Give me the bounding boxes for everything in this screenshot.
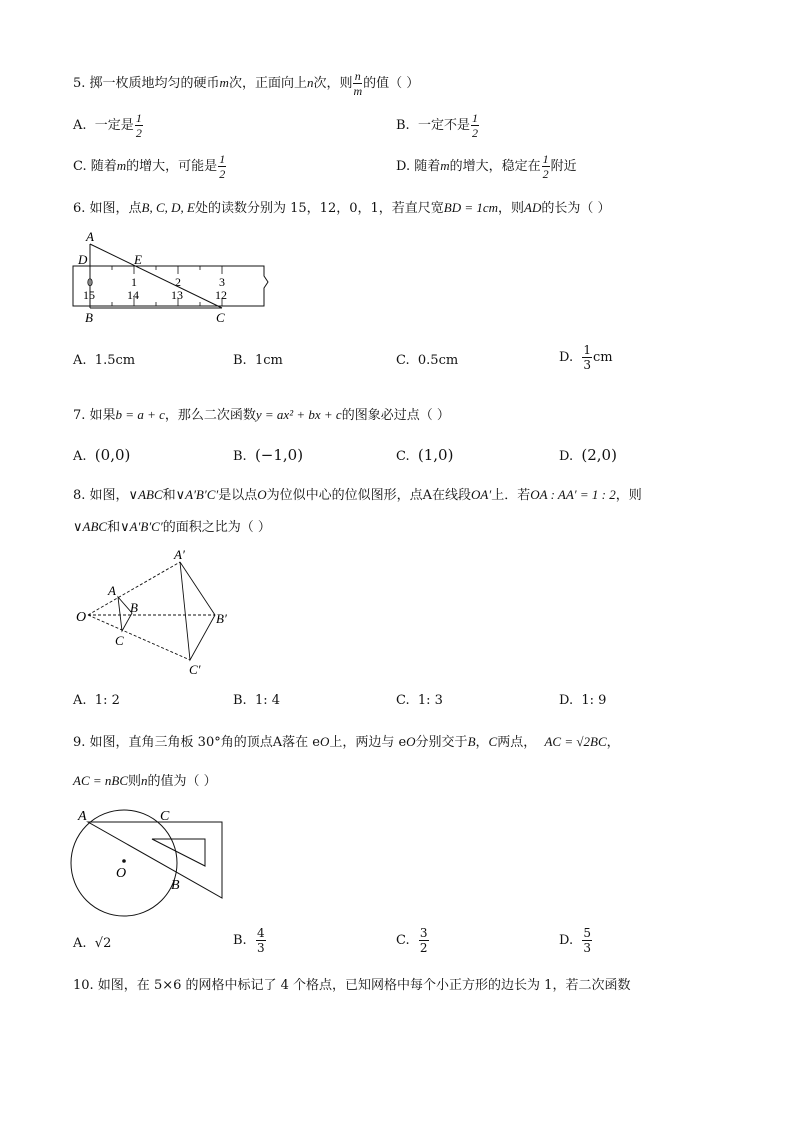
label-o: O <box>116 866 127 881</box>
label-b: B <box>171 878 180 893</box>
tick-top-3: 3 <box>219 275 225 289</box>
q8-option-a[interactable]: A. 1: 2 <box>73 693 120 708</box>
q5-stem: 5. 掷一枚质地均匀的硬币m次，正面向上n次，则 $\frac{n}{m}$ 的值（ ） <box>73 69 420 98</box>
q8-stem-line1: 8. 如图，∨ABC和∨A′B′C′是以点O为位似中心的位似图形，点A在线段OA′上．若OA : AA′ = 1 : 2，则 <box>73 487 642 503</box>
label-a-prime: A′ <box>174 547 185 562</box>
q7-stem: 7. 如果b = a + c，那么二次函数y = ax² + bx + c的图象必过点（ ） <box>73 407 450 423</box>
tick-bottom-14: 14 <box>127 288 139 302</box>
q9-option-b[interactable]: B. $\frac{4}{3}$ <box>233 926 265 955</box>
q5-option-a[interactable]: A. 一定是 $\frac{1}{2}$ <box>73 111 142 140</box>
set-square-outer <box>88 822 222 898</box>
triangle-a2b2c2 <box>180 562 215 660</box>
q8-option-c[interactable]: C. 1: 3 <box>396 693 443 708</box>
q9-stem-line2: AC = nBC则n的值为（ ） <box>73 773 217 789</box>
label-c-prime: C′ <box>189 662 201 677</box>
q7-option-c[interactable]: C. (1,0) <box>396 446 454 464</box>
label-o: O <box>76 610 87 625</box>
tick-top-2: 2 <box>175 275 181 289</box>
q6-stem: 6. 如图，点B, C, D, E处的读数分别为 15，12，0，1，若直尺宽BD = 1cm，则AD的长为（ ） <box>73 200 611 216</box>
ruler-ticks <box>90 266 222 306</box>
q9-stem-line1: 9. 如图，直角三角板 30°角的顶点A落在 eO上，两边与 eO分别交于B，C两点， AC = √2BC， <box>73 734 620 750</box>
q7-option-a[interactable]: A. (0,0) <box>73 446 131 464</box>
q10-stem: 10. 如图，在 5×6 的网格中标记了 4 个格点，已知网格中每个小正方形的边长为 1，若二次函数 <box>73 978 631 993</box>
q6-option-c[interactable]: C. 0.5cm <box>396 353 459 368</box>
q9-option-a[interactable]: A. √2 <box>73 936 112 951</box>
q9-circle-figure <box>68 803 228 918</box>
label-c: C <box>216 310 225 324</box>
q7-option-b[interactable]: B. (−1,0) <box>233 446 304 464</box>
q5-fraction: $\frac{n}{m}$ <box>353 69 363 98</box>
label-d: D <box>78 252 88 267</box>
label-a: A <box>86 229 94 244</box>
q8-stem-line2: ∨ABC和∨A′B′C′的面积之比为（ ） <box>73 519 271 535</box>
q7-option-d[interactable]: D. (2,0) <box>559 446 617 464</box>
label-c: C <box>115 633 124 648</box>
q9-option-d[interactable]: D. $\frac{5}{3}$ <box>559 926 591 955</box>
label-e: E <box>134 252 142 267</box>
tick-bottom-15: 15 <box>83 288 95 302</box>
tick-bottom-13: 13 <box>171 288 183 302</box>
q8-option-b[interactable]: B. 1: 4 <box>233 693 281 708</box>
q5-option-c[interactable]: C. 随着m的增大，可能是 $\frac{1}{2}$ <box>73 152 226 181</box>
set-square-inner <box>152 839 205 866</box>
center-dot <box>122 859 126 863</box>
segment-ac <box>90 244 222 308</box>
tick-top-0: 0 <box>87 275 93 289</box>
q6-option-d[interactable]: D. $\frac{1}{3}$ cm <box>559 343 613 372</box>
q8-homothety-figure <box>70 545 240 680</box>
q5-option-d[interactable]: D. 随着m的增大，稳定在 $\frac{1}{2}$ 附近 <box>396 152 577 181</box>
q8-option-d[interactable]: D. 1: 9 <box>559 693 607 708</box>
q5-option-b[interactable]: B. 一定不是 $\frac{1}{2}$ <box>396 111 478 140</box>
label-b-prime: B′ <box>216 611 227 626</box>
tick-top-1: 1 <box>131 275 137 289</box>
q6-ruler-figure <box>70 228 270 324</box>
dashed-oc <box>88 615 190 660</box>
q6-option-b[interactable]: B. 1cm <box>233 353 283 368</box>
label-b: B <box>85 310 93 324</box>
label-c: C <box>160 809 170 824</box>
q9-option-c[interactable]: C. $\frac{3}{2}$ <box>396 926 428 955</box>
label-a: A <box>108 583 116 598</box>
q6-option-a[interactable]: A. 1.5cm <box>73 353 136 368</box>
label-a: A <box>78 809 87 824</box>
tick-bottom-12: 12 <box>215 288 227 302</box>
label-b: B <box>130 600 138 615</box>
